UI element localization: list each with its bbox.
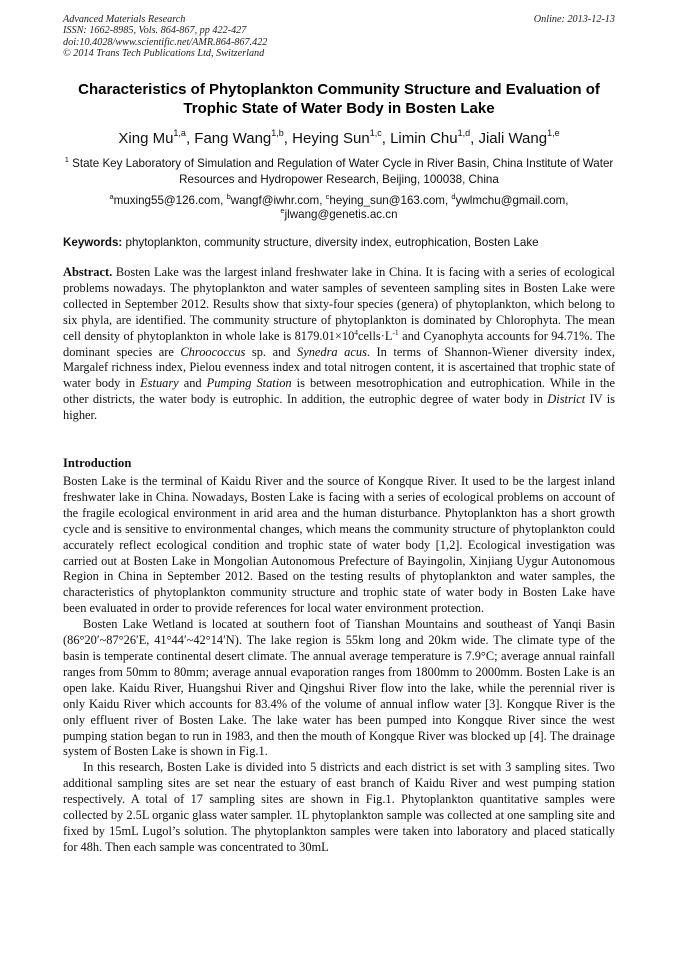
- abstract-text: Bosten Lake was the largest inland freshwater lake in China. It is facing with a series of ecological problems nowadays. The phytoplankton and water samples of seventeen sampling sites in Bosten Lake were collected in September 2012. Results show that sixty-four species (genera) of phytoplankton, which belong to six phyla, are identified. The community structure of phytoplankton is dominated by Chlorophyta. The mean cell density of phytoplankton in whole lake is 8179.01×10: [63, 265, 615, 343]
- abstract: [63, 265, 615, 424]
- author-name: Jiali Wang: [478, 130, 548, 147]
- email-mark: b: [226, 192, 231, 202]
- species-name: Chroococcus: [180, 344, 246, 359]
- journal-issn: ISSN: 1662-8985, Vols. 864-867, pp 422-427: [63, 25, 247, 37]
- paragraph: In this research, Bosten Lake is divided into 5 districts and each district is set with 3 sampling sites. Two additional sampling sites are set near the estuary of east branch of Kaidu River and west pumping station respectively. A total of 17 sampling sites are shown in Fig.1. Phytoplankton quantitative samples were collected by 2.5L organic glass water sampler. 1L phytoplankton sample was collected at one sampling site and fixed by 15mL Lugol’s solution. The phytoplankton samples were taken into laboratory and placed statically for 48h. Then each sample was concentrated to 30mL: [63, 760, 615, 854]
- email-link[interactable]: muxing55@126.com: [113, 194, 221, 207]
- abstract-text: and Cyanophyta accounts for 94.71%. The dominant species are: [63, 328, 615, 359]
- abstract-sup: -1: [392, 327, 399, 337]
- abstract-text: cells·L: [358, 328, 393, 343]
- author-affil-mark: 1,c: [369, 128, 382, 138]
- affiliation: [63, 156, 615, 188]
- affiliation-mark: 1: [64, 155, 69, 165]
- location-name: District: [547, 392, 586, 407]
- email-link[interactable]: heying_sun@163.com: [329, 194, 445, 207]
- species-name: Synedra acus: [297, 344, 367, 359]
- author-name: Limin Chu: [390, 130, 458, 147]
- location-name: Pumping Station: [206, 376, 292, 391]
- journal-name: Advanced Materials Research: [63, 14, 186, 25]
- abstract-text: and: [178, 376, 207, 391]
- paper-title: Characteristics of Phytoplankton Community Structure and Evaluation of Trophic State of Water Body in Bosten Lake: [78, 81, 600, 117]
- email-mark: d: [451, 192, 456, 202]
- author-name: Xing Mu: [118, 130, 174, 147]
- journal-header: [63, 14, 615, 60]
- keywords-label: Keywords:: [63, 236, 123, 249]
- paragraph: Bosten Lake is the terminal of Kaidu River and the source of Kongque River. It used to be the largest inland freshwater lake in China. Nowadays, Bosten Lake is facing with a series of ecological problems on account of the fragile ecological environment in arid area and the human disturbance. Phytoplankton has a short growth cycle and is sensitive to environmental changes, which means the community structure of phytoplankton could accurately reflect ecological condition and trophic state of water body [1,2]. Ecological investigation was carried out at Bosten Lake in Mongolian Autonomous Prefecture of Bayingolin, Xinjiang Uygur Autonomous Region in China in September 2012. Based on the testing results of phytoplankton and water samples, the characteristics of phytoplankton community structure and trophic state of water body in Bosten Lake have been evaluated in order to provide references for local water environment protection.: [63, 474, 615, 616]
- author-affil-mark: 1,d: [457, 128, 471, 138]
- author-affil-mark: 1,e: [547, 128, 560, 138]
- author-name: Heying Sun: [292, 130, 370, 147]
- journal-doi: doi:10.4028/www.scientific.net/AMR.864-867.422: [63, 36, 268, 48]
- section-heading-introduction: Introduction: [63, 456, 132, 470]
- author-name: Fang Wang: [194, 130, 272, 147]
- email-link[interactable]: wangf@iwhr.com: [230, 194, 320, 207]
- abstract-sup: 4: [354, 327, 359, 337]
- email-mark: e: [280, 206, 285, 216]
- keywords: [63, 236, 615, 250]
- abstract-text: IV is higher.: [63, 392, 615, 423]
- abstract-text: is between mesotrophication and eutrophication. While in the other districts, the water body is eutrophic. In addition, the eutrophic degree of water body in: [63, 376, 616, 407]
- email-link[interactable]: jlwang@genetis.ac.cn: [284, 208, 398, 221]
- keywords-text: phytoplankton, community structure, diversity index, eutrophication, Bosten Lake: [125, 236, 539, 249]
- paragraph: Bosten Lake Wetland is located at southern foot of Tianshan Mountains and southeast of Yanqi Basin (86°20′~87°26′E, 41°44′~42°14′N). The lake region is 55km long and 20km wide. The climate type of the basin is temperate continental desert climate. The annual average temperature is 7.9°C; average annual rainfall ranges from 50mm to 80mm; average annual evaporation ranges from 1800mm to 2000mm. Bosten Lake is an open lake. Kaidu River, Huangshui River and Qingshui River flow into the lake, while the perennial river is only Kaidu River which accounts for 83.4% of the volume of annual inflow water [3]. Kongque River is the only effluent river of Bosten Lake. The lake water has been pumped into Kongque River since the west pumping station began to run in 1983, and then the mouth of Kongque River was blocked up [4]. The drainage system of Bosten Lake is shown in Fig.1.: [63, 617, 615, 759]
- author-list: Xing Mu$^{1,a}$, Fang Wang$^{1,b}$, Heying Sun$^{1,c}$, Limin Chu$^{1,d}$, Jiali Wang$^{1,e}$: [118, 128, 560, 147]
- location-name: Estuary: [140, 376, 179, 391]
- author-affil-mark: 1,a: [173, 128, 186, 138]
- email-mark: c: [325, 192, 330, 202]
- abstract-label: Abstract.: [63, 265, 113, 279]
- abstract-text: . In terms of Shannon-Wiener diversity index, Margalef richness index, Pielou evenness index and total nitrogen content, it is ascertained that trophic state of water body in: [63, 344, 615, 391]
- email-list: $^a$muxing55@126.com, $^b$wangf@iwhr.com, $^c$heying_sun@163.com, $^d$ywlmchu@gmail.com, $^e$jlwang@genetis.ac.cn: [109, 192, 569, 221]
- online-date: Online: 2013-12-13: [533, 14, 615, 25]
- email-link[interactable]: ywlmchu@gmail.com: [455, 194, 566, 207]
- abstract-text: sp. and: [245, 344, 298, 359]
- affiliation-text: State Key Laboratory of Simulation and Regulation of Water Cycle in River Basin, China Institute of Water Resources and Hydropower Research, Beijing, 100038, China: [72, 157, 614, 186]
- email-mark: a: [109, 192, 114, 202]
- journal-copyright: © 2014 Trans Tech Publications Ltd, Switzerland: [63, 48, 265, 60]
- introduction-body: [63, 474, 615, 856]
- author-affil-mark: 1,b: [271, 128, 284, 138]
